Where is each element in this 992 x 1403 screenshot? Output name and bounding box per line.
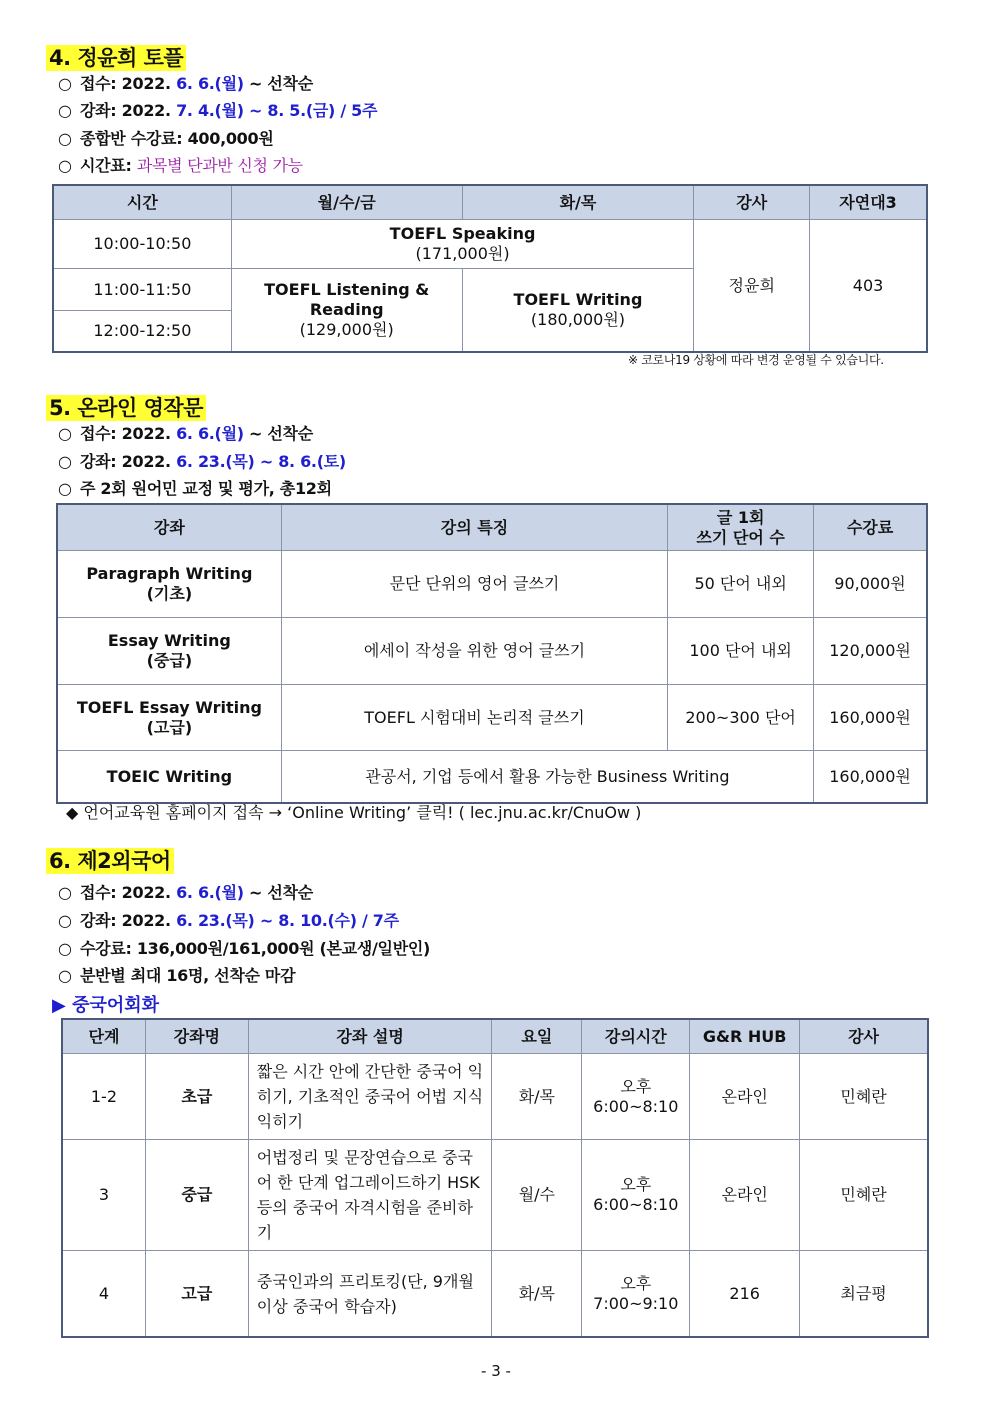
teacher-cell: 정윤희 [694,220,810,352]
course-words-cell: 100 단어 내외 [668,618,814,685]
s5-line-course: ○ 강좌: 2022. 6. 23.(목) ~ 8. 6.(토) [58,452,346,471]
course-desc-cell: 문단 단위의 영어 글쓰기 [281,551,667,618]
th-name: 강좌명 [145,1020,248,1054]
day-cell: 월/수 [492,1140,582,1251]
course-desc-cell: 에세이 작성을 위한 영어 글쓰기 [281,618,667,685]
table-row [58,751,927,803]
table-row [58,551,927,618]
toefl-schedule-table [53,185,927,352]
name-cell: 고급 [145,1251,248,1337]
th-time: 강의시간 [582,1020,690,1054]
level-cell: 4 [63,1251,146,1337]
s5-line-reception: ○ 접수: 2022. 6. 6.(월) ~ 선착순 [58,424,313,443]
th-time: 시간 [54,186,232,220]
th-level: 단계 [63,1020,146,1054]
course-desc-cell: 관공서, 기업 등에서 활용 가능한 Business Writing [281,751,813,803]
section-6-title: 6. 제2외국어 [46,848,174,874]
level-cell: 1-2 [63,1054,146,1140]
s6-line-capacity: ○ 분반별 최대 16명, 선착순 마감 [58,966,296,985]
time-cell: 오후 6:00~8:10 [582,1140,690,1251]
s4-line-fee: ○ 종합반 수강료: 400,000원 [58,129,274,148]
hub-cell: 216 [690,1251,800,1337]
time-cell: 오후 6:00~8:10 [582,1054,690,1140]
s5-line-info: ○ 주 2회 원어민 교정 및 평가, 총12회 [58,479,332,498]
th-tt: 화/목 [462,186,694,220]
table-row [63,1140,928,1251]
th-mwf: 월/수/금 [231,186,462,220]
s5-note: ◆ 언어교육원 홈페이지 접속 → ‘Online Writing’ 클릭! ( lec.jnu.ac.kr/CnuOw ) [66,803,642,822]
course-fee-cell: 90,000원 [814,551,927,618]
course-name-cell: Paragraph Writing (기초) [58,551,282,618]
level-cell: 3 [63,1140,146,1251]
chinese-course-table [62,1019,928,1337]
listening-cell: TOEFL Listening & Reading (129,000원) [231,269,462,352]
writing-course-table [57,504,927,803]
th-day: 요일 [492,1020,582,1054]
course-name-cell: TOEIC Writing [58,751,282,803]
s4-line-schedule: ○ 시간표: 과목별 단과반 신청 가능 [58,156,303,175]
time-cell: 11:00-11:50 [54,269,232,311]
course-words-cell: 200~300 단어 [668,685,814,751]
hub-cell: 온라인 [690,1140,800,1251]
time-cell: 오후 7:00~9:10 [582,1251,690,1337]
s6-line-course: ○ 강좌: 2022. 6. 23.(목) ~ 8. 10.(수) / 7주 [58,911,399,930]
course-desc-cell: TOEFL 시험대비 논리적 글쓰기 [281,685,667,751]
desc-cell: 짧은 시간 안에 간단한 중국어 익히기, 기초적인 중국어 어법 지식 익히기 [248,1054,492,1140]
table-row [58,685,927,751]
chinese-subtitle: ▶ 중국어회화 [52,995,160,1016]
course-name-cell: TOEFL Essay Writing (고급) [58,685,282,751]
teacher-cell: 민혜란 [800,1054,928,1140]
s6-line-reception: ○ 접수: 2022. 6. 6.(월) ~ 선착순 [58,883,313,902]
section-4-title: 4. 정윤희 토플 [46,45,186,71]
day-cell: 화/목 [492,1251,582,1337]
th-room: 자연대3 [810,186,927,220]
writing-cell: TOEFL Writing (180,000원) [462,269,694,352]
th-fee: 수강료 [814,505,927,551]
table-row [63,1054,928,1140]
th-feature: 강의 특징 [281,505,667,551]
course-fee-cell: 160,000원 [814,751,927,803]
course-fee-cell: 120,000원 [814,618,927,685]
name-cell: 중급 [145,1140,248,1251]
s4-line-course: ○ 강좌: 2022. 7. 4.(월) ~ 8. 5.(금) / 5주 [58,101,378,120]
section-5-title: 5. 온라인 영작문 [46,395,206,421]
time-cell: 10:00-10:50 [54,220,232,269]
room-cell: 403 [810,220,927,352]
day-cell: 화/목 [492,1054,582,1140]
time-cell: 12:00-12:50 [54,311,232,352]
speaking-cell: TOEFL Speaking (171,000원) [231,220,694,269]
table-row [58,618,927,685]
s6-line-fee: ○ 수강료: 136,000원/161,000원 (본교생/일반인) [58,939,431,958]
teacher-cell: 최금평 [800,1251,928,1337]
desc-cell: 중국인과의 프리토킹(단, 9개월 이상 중국어 학습자) [248,1251,492,1337]
page-number: - 3 - [481,1362,511,1380]
course-fee-cell: 160,000원 [814,685,927,751]
course-words-cell: 50 단어 내외 [668,551,814,618]
th-hub: G&R HUB [690,1020,800,1054]
name-cell: 초급 [145,1054,248,1140]
hub-cell: 온라인 [690,1054,800,1140]
th-words: 글 1회 쓰기 단어 수 [668,505,814,551]
desc-cell: 어법정리 및 문장연습으로 중국어 한 단계 업그레이드하기 HSK 등의 중국어 자격시험을 준비하기 [248,1140,492,1251]
teacher-cell: 민혜란 [800,1140,928,1251]
th-teacher: 강사 [694,186,810,220]
th-teacher: 강사 [800,1020,928,1054]
th-course: 강좌 [58,505,282,551]
s4-note: ※ 코로나19 상황에 따라 변경 운영될 수 있습니다. [628,353,884,367]
th-desc: 강좌 설명 [248,1020,492,1054]
course-name-cell: Essay Writing (중급) [58,618,282,685]
table-row [63,1251,928,1337]
s4-line-reception: ○ 접수: 2022. 6. 6.(월) ~ 선착순 [58,74,313,93]
